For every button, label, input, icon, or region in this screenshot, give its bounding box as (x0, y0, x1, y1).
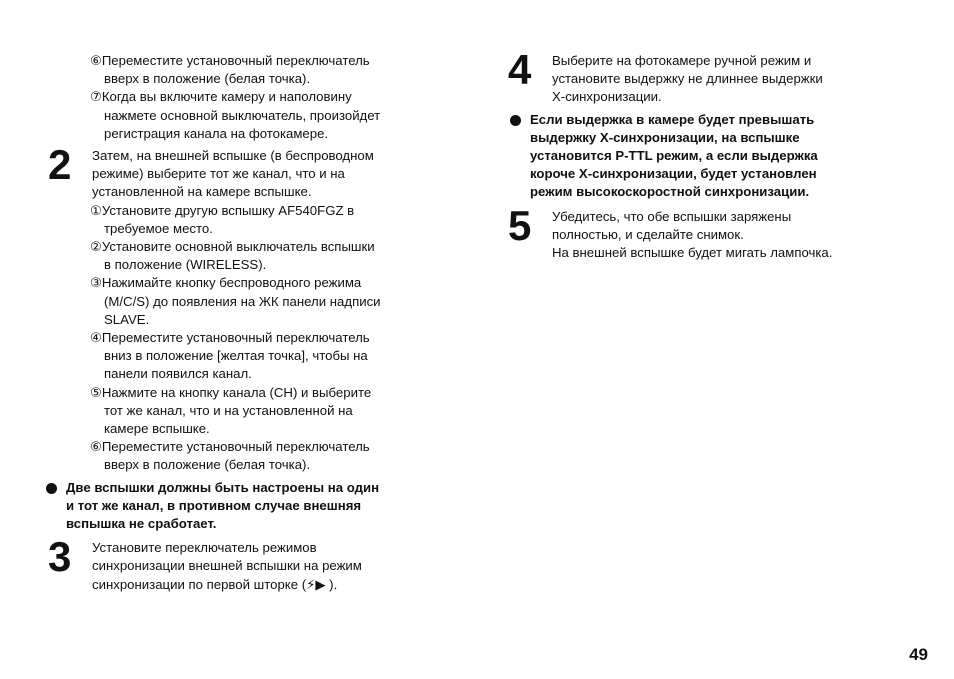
step-text: Затем, на внешней вспышке (в беспроводном (92, 148, 374, 164)
page-number: 49 (909, 645, 928, 664)
bullet-icon (510, 115, 521, 126)
step-text: синхронизации внешней вспышки на режим (92, 558, 362, 574)
item-text: в положение (WIRELESS). (104, 257, 267, 273)
note-text: установится P-TTL режим, а если выдержка (530, 148, 818, 164)
step-text: полностью, и сделайте снимок. (552, 226, 744, 242)
step-number: 2 (48, 141, 72, 189)
item-text: требуемое место. (104, 220, 213, 236)
step-text: Установите переключатель режимов (92, 540, 317, 556)
step-number: 5 (508, 201, 532, 249)
step-2 (44, 141, 464, 475)
item-marker: ⑥ (90, 53, 102, 68)
step-text: Выберите на фотокамере ручной режим и (552, 53, 812, 68)
item-text: вверх в положение (белая точка). (104, 457, 311, 473)
note-text: вспышка не сработает. (66, 516, 217, 532)
sub-item (44, 274, 464, 329)
item-marker: ⑦ (90, 89, 102, 105)
step-5 (508, 201, 918, 263)
flash-sync-icon: ⚡▶ (306, 576, 326, 592)
step-text: режиме) выберите тот же канал, что и на (92, 166, 345, 182)
item-text: регистрация канала на фотокамере. (104, 125, 329, 141)
step-text: Убедитесь, что обе вспышки заряжены (552, 208, 792, 224)
note-text: выдержку X-синхронизации, на вспышке (530, 129, 800, 145)
intro-item (44, 52, 464, 88)
item-marker: ② (90, 239, 102, 255)
left-column (44, 52, 464, 594)
sub-item (44, 202, 464, 238)
step-text: синхронизации по первой шторке ( (92, 576, 307, 592)
sub-item (44, 384, 464, 439)
step-text: установленной на камере вспышке. (92, 184, 312, 200)
item-text: Установите основной выключатель вспышки (101, 239, 375, 255)
item-text: Переместите установочный переключатель (101, 439, 370, 455)
step-text: X-синхронизации. (552, 89, 662, 105)
item-marker: ③ (90, 275, 102, 291)
item-text: Нажимайте кнопку беспроводного режима (101, 275, 362, 291)
item-text: Установите другую вспышку AF540FGZ в (101, 202, 355, 218)
item-text: камере вспышке. (104, 421, 210, 437)
step-text: На внешней вспышке будет мигать лампочка. (552, 245, 833, 261)
item-text: (M/C/S) до появления на ЖК панели надписи (104, 293, 381, 309)
item-marker: ⑥ (90, 439, 102, 455)
step-4 (508, 46, 918, 107)
item-marker: ④ (90, 330, 102, 346)
item-text: Переместите установочный переключатель (101, 330, 370, 346)
item-text: панели появился канал. (104, 366, 252, 382)
note-text: Если выдержка в камере будет превышать (530, 111, 815, 127)
item-text: вверх в положение (белая точка). (104, 71, 311, 87)
item-text: SLAVE. (104, 311, 150, 327)
item-text: вниз в положение [желтая точка], чтобы на (104, 348, 368, 364)
warning-note (44, 479, 464, 534)
sub-item (44, 438, 464, 474)
item-text: тот же канал, что и на установленной на (104, 402, 353, 418)
step-3 (44, 533, 464, 594)
note-text: короче X-синхронизации, будет установлен (530, 166, 817, 182)
item-text: Когда вы включите камеру и наполовину (101, 89, 352, 105)
intro-item (44, 88, 464, 143)
item-text: нажмете основной выключатель, произойдет (104, 107, 381, 123)
item-text: Нажмите на кнопку канала (CH) и выберите (101, 384, 372, 400)
item-text: Переместите установочный переключатель (101, 53, 370, 68)
warning-note (508, 111, 918, 202)
item-marker: ① (90, 202, 102, 218)
note-text: режим высокоскоростной синхронизации. (530, 184, 810, 200)
right-column (508, 46, 918, 262)
note-text: и тот же канал, в противном случае внешняя (66, 497, 362, 513)
sub-item (44, 329, 464, 384)
step-number: 3 (48, 533, 72, 581)
step-text: установите выдержку не длиннее выдержки (552, 71, 823, 87)
note-text: Две вспышки должны быть настроены на один (66, 479, 380, 495)
step-text: ). (325, 576, 338, 592)
step-number: 4 (508, 46, 532, 93)
bullet-icon (46, 483, 57, 494)
sub-item (44, 238, 464, 274)
item-marker: ⑤ (90, 384, 102, 400)
